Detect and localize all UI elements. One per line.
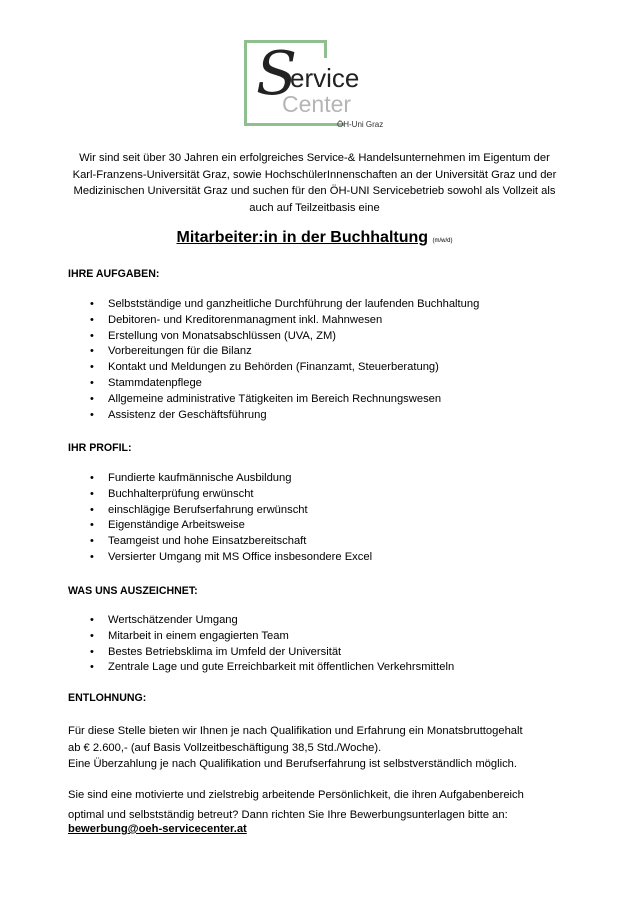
closing-line-1: Sie sind eine motivierte und zielstrebig arbeitende Persönlichkeit, die ihren Aufgabenbereich (68, 789, 524, 801)
bullet-icon: • (90, 487, 94, 500)
list-item: • Debitoren- und Kreditorenmanagment inkl. Mahnwesen (70, 313, 479, 329)
logo-service-text: ervice (290, 63, 360, 93)
profil-heading: IHR PROFIL: (68, 442, 132, 454)
list-item: • Bestes Betriebsklima im Umfeld der Universität (70, 645, 454, 661)
closing-paragraph (68, 785, 568, 825)
logo-s-letter: S (256, 39, 298, 109)
entlohnung-line-1: Für diese Stelle bieten wir Ihnen je nach Qualifikation und Erfahrung ein Monatsbruttogehalt (68, 725, 523, 737)
job-title-suffix: (m/w/d) (432, 238, 453, 244)
job-title (0, 229, 629, 247)
intro-paragraph: Wir sind seit über 30 Jahren ein erfolgreiches Service-& Handelsunternehmen im Eigentum der Karl-Franzens-Universität Graz, sowie HochschülerInnenschaften an der Universität Graz und der Medizinischen Universität Graz und suchen für den ÖH-UNI Servicebetrieb sowohl als Vollzeit als auch auf Teilzeitbasis eine (72, 152, 557, 214)
list-item: • Erstellung von Monatsabschlüssen (UVA, ZM) (70, 329, 479, 345)
list-item: • Kontakt und Meldungen zu Behörden (Finanzamt, Steuerberatung) (70, 360, 479, 376)
bullet-icon: • (90, 313, 94, 326)
list-item: • Zentrale Lage und gute Erreichbarkeit mit öffentlichen Verkehrsmitteln (70, 660, 454, 676)
auszeichnet-list (70, 613, 454, 676)
list-item: • Wertschätzender Umgang (70, 613, 454, 629)
bullet-icon: • (90, 329, 94, 342)
logo-subtitle: ÖH-Uni Graz (337, 120, 384, 129)
aufgaben-heading: IHRE AUFGABEN: (68, 268, 160, 280)
list-item: • Mitarbeit in einem engagierten Team (70, 629, 454, 645)
bullet-icon: • (90, 392, 94, 405)
bullet-icon: • (90, 472, 94, 484)
list-item: • Selbstständige und ganzheitliche Durchführung der laufenden Buchhaltung (70, 297, 479, 313)
closing-line-2: optimal und selbstständig betreut? Dann richten Sie Ihre Bewerbungsunterlagen bitte an: (68, 809, 508, 821)
job-title-text: Mitarbeiter:in in der Buchhaltung (176, 229, 429, 246)
bullet-icon: • (90, 345, 94, 358)
bullet-icon: • (90, 408, 94, 421)
entlohnung-line-3: Eine Überzahlung je nach Qualifikation und Berufserfahrung ist selbstverständlich möglich. (68, 758, 517, 770)
service-center-logo (240, 40, 395, 132)
list-item: • einschlägige Berufserfahrung erwünscht (70, 503, 372, 519)
bullet-icon: • (90, 519, 94, 532)
list-item: • Eigenständige Arbeitsweise (70, 518, 372, 534)
list-item: • Stammdatenpflege (70, 376, 479, 392)
application-email-link[interactable]: bewerbung@oeh-servicecenter.at (68, 823, 247, 835)
bullet-icon: • (90, 550, 94, 563)
bullet-icon: • (90, 535, 94, 548)
bullet-icon: • (90, 629, 94, 642)
list-item: • Assistenz der Geschäftsführung (70, 408, 479, 424)
bullet-icon: • (90, 298, 94, 310)
aufgaben-list (70, 297, 479, 423)
bullet-icon: • (90, 376, 94, 389)
list-item: • Teamgeist und hohe Einsatzbereitschaft (70, 534, 372, 550)
list-item: • Fundierte kaufmännische Ausbildung (70, 471, 372, 487)
bullet-icon: • (90, 614, 94, 626)
entlohnung-paragraph (68, 723, 568, 773)
auszeichnet-heading: WAS UNS AUSZEICHNET: (68, 585, 198, 597)
list-item: • Allgemeine administrative Tätigkeiten im Bereich Rechnungswesen (70, 392, 479, 408)
bullet-icon: • (90, 503, 94, 516)
logo-center-text: Center (282, 91, 352, 117)
bullet-icon: • (90, 661, 94, 674)
bullet-icon: • (90, 361, 94, 374)
profil-list (70, 471, 372, 566)
list-item: • Buchhalterprüfung erwünscht (70, 487, 372, 503)
logo-frame-right (324, 40, 327, 58)
list-item: • Vorbereitungen für die Bilanz (70, 344, 479, 360)
entlohnung-line-2: ab € 2.600,- (auf Basis Vollzeitbeschäftigung 38,5 Std./Woche). (68, 741, 382, 754)
bullet-icon: • (90, 645, 94, 658)
list-item: • Versierter Umgang mit MS Office insbesondere Excel (70, 550, 372, 566)
entlohnung-heading: ENTLOHNUNG: (68, 692, 147, 704)
